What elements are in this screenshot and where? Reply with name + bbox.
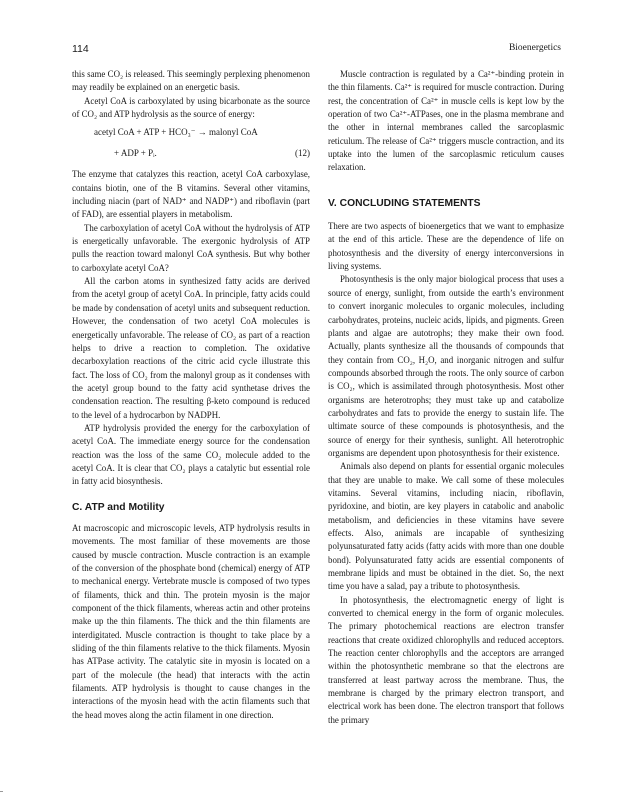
- equation-number: (12): [295, 148, 310, 159]
- page-number: 114: [72, 43, 89, 55]
- running-header: [72, 43, 561, 57]
- paragraph: Acetyl CoA is carboxylated by using bicarbonate as the source of CO₂ and ATP hydrolysis as the source of energy:: [72, 95, 310, 120]
- section-heading-v: V. CONCLUDING STATEMENTS: [328, 197, 481, 209]
- section-heading-c: C. ATP and Motility: [72, 501, 165, 513]
- paragraph: ATP hydrolysis provided the energy for the carboxylation of acetyl CoA. The immediate energy source for the condensation reaction was the loss of the same CO₂ molecule added to the acetyl CoA. It is clear that CO₂ plays a catalytic but essential role in fatty acid biosynthesis.: [72, 422, 310, 487]
- left-column: [72, 68, 310, 722]
- paragraph: this same CO₂ is released. This seemingly perplexing phenomenon may readily be explained on an energetic basis.: [72, 69, 310, 93]
- margin-mark: [0, 791, 3, 792]
- running-title: Bioenergetics: [508, 43, 561, 53]
- equation-12: [72, 125, 310, 165]
- paragraph: The enzyme that catalyzes this reaction, acetyl CoA carboxylase, contains biotin, one of the B vitamins. Several other vitamins, including niacin (part of NAD⁺ and NADP⁺) and riboflavin (part of FAD), are essential players in metabolism.: [72, 169, 310, 220]
- paragraph: All the carbon atoms in synthesized fatty acids are derived from the acetyl group of acetyl CoA. In principle, fatty acids could be made by condensation of acetyl units and subsequent reduction. However, the condensation of two acetyl CoA molecules is energetically unfavorable. The release of CO₂ as part of a reaction helps to drive a reaction to completion. The oxidative decarboxylation reactions of the citric acid cycle illustrate this fact. The loss of CO₂ from the malonyl group as it condenses with the acetyl group bound to the fatty acid synthetase drives the condensation reaction. The resulting β-keto compound is reduced to the level of a hydrocarbon by NADPH.: [72, 276, 310, 420]
- paragraph: In photosynthesis, the electromagnetic energy of light is converted to chemical energy in the form of organic molecules. The primary photochemical reactions are electron transfer reactions that create oxidized chlorophylls and reduced acceptors. The reaction center chlorophylls and the acceptors are arranged within the photosynthetic membrane so that the electrons are transferred at least partway across the membrane. Thus, the membrane is charged by the primary electron transport, and electrical work has been done. The electron transport that follows the primary: [328, 594, 564, 725]
- paragraph: At macroscopic and microscopic levels, ATP hydrolysis results in movements. The most familiar of these movements are those caused by muscle contraction. Muscle contraction is an example of the conversion of the phosphate bond (chemical) energy of ATP to mechanical energy. Vertebrate muscle is composed of two types of filaments, thick and thin. The protein myosin is the major component of the thick filaments, whereas actin and other proteins make up the thin filaments. The thick and the thin filaments are interdigitated. Muscle contraction is thought to take place by a sliding of the thin filaments relative to the thick filaments. Myosin has ATPase activity. The catalytic site in myosin is located on a part of the molecule (the head) that interacts with the actin filaments. ATP hydrolysis is thought to cause changes in the interactions of the myosin head with the actin filaments such that the head moves along the actin filament in one direction.: [72, 522, 310, 720]
- right-column: [328, 68, 564, 727]
- equation-line-1: acetyl CoA + ATP + HCO₃⁻ → malonyl CoA: [94, 127, 258, 138]
- paragraph: There are two aspects of bioenergetics that we want to emphasize at the end of this article. These are the dependence of life on photosynthesis and the diversity of energy interconversions in living systems.: [328, 221, 564, 272]
- paragraph: Photosynthesis is the only major biological process that uses a source of energy, sunlight, from outside the earth’s environment to convert inorganic molecules to organic molecules, including carbohydrates, proteins, nucleic acids, lipids, and pigments. Green plants and algae are autotrophs; they make their own food. Actually, plants synthesize all the thousands of compounds that they contain from CO₂, H₂O, and inorganic nitrogen and sulfur compounds absorbed through the roots. The only source of carbon is CO₂, which is assimilated through photosynthesis. Most other organisms are heterotrophs; they must take up and catabolize carbohydrates and fats to provide the energy to sustain life. The ultimate source of these compounds is photosynthesis, and the source of energy for their synthesis, sunlight. All heterotrophic organisms are dependent upon photosynthesis for their existence.: [328, 274, 564, 458]
- equation-line-2: + ADP + Pᵢ.: [114, 148, 157, 159]
- paragraph: Animals also depend on plants for essential organic molecules that they are unable to make. We call some of these molecules vitamins. Several vitamins, including niacin, riboflavin, pyridoxine, and biotin, are key players in catabolic and anabolic metabolism, and deficiencies in these vitamins have severe effects. Also, animals are incapable of synthesizing polyunsaturated fatty acids (fatty acids with more than one double bond). Polyunsaturated fatty acids are essential components of membrane lipids and must be obtained in the diet. So, the next time you have a salad, pay a tribute to photosynthesis.: [328, 461, 564, 592]
- paragraph: The carboxylation of acetyl CoA without the hydrolysis of ATP is energetically unfavorable. The exergonic hydrolysis of ATP pulls the reaction toward malonyl CoA synthesis. But why bother to carboxylate acetyl CoA?: [72, 222, 310, 273]
- paragraph: Muscle contraction is regulated by a Ca²⁺-binding protein in the thin filaments. Ca²⁺ is required for muscle contraction. During rest, the concentration of Ca²⁺ in muscle cells is kept low by the operation of two Ca²⁺-ATPases, one in the plasma membrane and the other in internal membranes called the sarcoplasmic reticulum. The release of Ca²⁺ triggers muscle contraction, and its uptake into the lumen of the sarcoplasmic reticulum causes relaxation.: [328, 69, 564, 173]
